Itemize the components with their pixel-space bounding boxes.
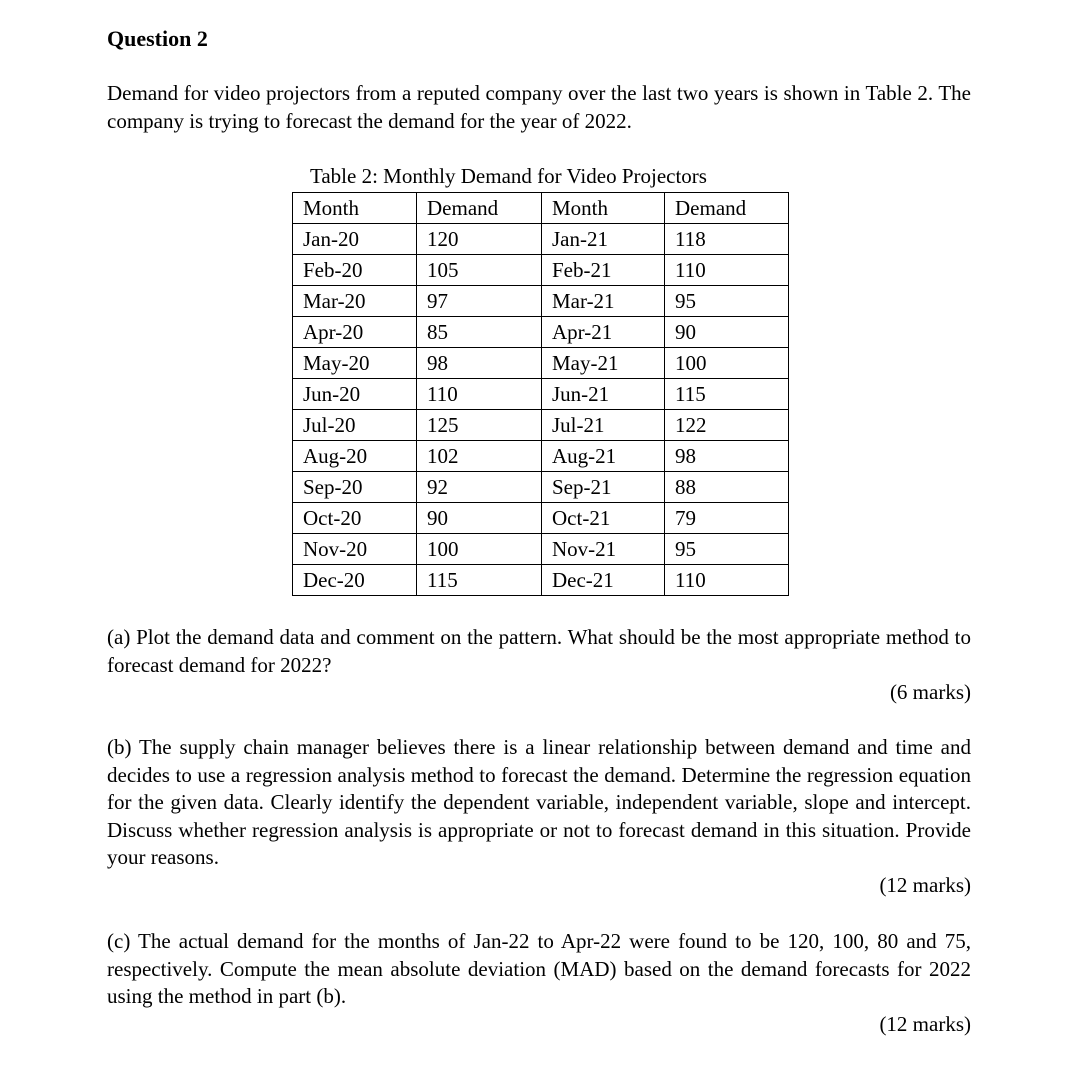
table-row: [293, 410, 789, 441]
demand-2021-cell: 90: [665, 317, 789, 348]
month-2021-cell: Jun-21: [542, 379, 665, 410]
demand-2020-cell: 85: [417, 317, 542, 348]
demand-2020-cell: 102: [417, 441, 542, 472]
question-b-text: (b) The supply chain manager believes there is a linear relationship between demand and time and decides to use a regression analysis method to forecast the demand. Determine the regression equation for the given data. Clearly identify the dependent variable, independent variable, slope and intercept. Discuss whether regression analysis is appropriate or not to forecast demand in this situation. Provide your reasons.: [107, 735, 971, 869]
month-2021-cell: Mar-21: [542, 286, 665, 317]
table-row: [293, 472, 789, 503]
demand-2020-cell: 98: [417, 348, 542, 379]
demand-2021-cell: 88: [665, 472, 789, 503]
table-row: [293, 255, 789, 286]
demand-2020-cell: 125: [417, 410, 542, 441]
month-2020-cell: Jul-20: [293, 410, 417, 441]
header-month-2021: Month: [542, 193, 665, 224]
header-month-2020: Month: [293, 193, 417, 224]
month-2020-cell: Aug-20: [293, 441, 417, 472]
demand-2021-cell: 79: [665, 503, 789, 534]
demand-2020-cell: 92: [417, 472, 542, 503]
month-2021-cell: Aug-21: [542, 441, 665, 472]
table-row: [293, 379, 789, 410]
demand-2021-cell: 98: [665, 441, 789, 472]
question-a-marks: (6 marks): [889, 680, 971, 704]
table-row: [293, 286, 789, 317]
table-body: [293, 224, 789, 596]
month-2021-cell: Jan-21: [542, 224, 665, 255]
month-2020-cell: Oct-20: [293, 503, 417, 534]
table-row: [293, 317, 789, 348]
month-2021-cell: Dec-21: [542, 565, 665, 596]
demand-2021-cell: 115: [665, 379, 789, 410]
demand-2020-cell: 120: [417, 224, 542, 255]
demand-2021-cell: 95: [665, 534, 789, 565]
demand-2020-cell: 90: [417, 503, 542, 534]
table-caption: Table 2: Monthly Demand for Video Projectors: [310, 164, 707, 188]
month-2021-cell: May-21: [542, 348, 665, 379]
month-2021-cell: Oct-21: [542, 503, 665, 534]
table-row: [293, 348, 789, 379]
month-2020-cell: Nov-20: [293, 534, 417, 565]
month-2020-cell: Jan-20: [293, 224, 417, 255]
month-2021-cell: Nov-21: [542, 534, 665, 565]
month-2020-cell: Apr-20: [293, 317, 417, 348]
table-row: [293, 534, 789, 565]
demand-2021-cell: 95: [665, 286, 789, 317]
month-2021-cell: Sep-21: [542, 472, 665, 503]
demand-2021-cell: 118: [665, 224, 789, 255]
demand-2021-cell: 110: [665, 255, 789, 286]
month-2020-cell: Dec-20: [293, 565, 417, 596]
table-row: [293, 441, 789, 472]
question-b-marks: (12 marks): [879, 873, 971, 897]
intro-paragraph: Demand for video projectors from a reputed company over the last two years is shown in Table 2. The company is trying to forecast the demand for the year of 2022.: [107, 81, 971, 133]
demand-table: [292, 192, 789, 596]
question-a-text: (a) Plot the demand data and comment on the pattern. What should be the most appropriate method to forecast demand for 2022?: [107, 625, 971, 677]
question-c-marks: (12 marks): [879, 1012, 971, 1036]
demand-2020-cell: 115: [417, 565, 542, 596]
demand-2021-cell: 100: [665, 348, 789, 379]
demand-2020-cell: 105: [417, 255, 542, 286]
question-heading: Question 2: [107, 26, 208, 51]
table-row: [293, 565, 789, 596]
header-demand-2021: Demand: [665, 193, 789, 224]
month-2021-cell: Jul-21: [542, 410, 665, 441]
table-row: [293, 503, 789, 534]
month-2020-cell: Mar-20: [293, 286, 417, 317]
month-2021-cell: Apr-21: [542, 317, 665, 348]
header-demand-2020: Demand: [417, 193, 542, 224]
demand-2021-cell: 122: [665, 410, 789, 441]
demand-2020-cell: 100: [417, 534, 542, 565]
month-2020-cell: May-20: [293, 348, 417, 379]
month-2020-cell: Jun-20: [293, 379, 417, 410]
table-header-row: [293, 193, 789, 224]
question-c-text: (c) The actual demand for the months of Jan-22 to Apr-22 were found to be 120, 100, 80 and 75, respectively. Compute the mean absolute deviation (MAD) based on the demand forecasts for 2022 using the method in part (b).: [107, 929, 971, 1008]
table-row: [293, 224, 789, 255]
demand-2020-cell: 110: [417, 379, 542, 410]
month-2020-cell: Sep-20: [293, 472, 417, 503]
month-2020-cell: Feb-20: [293, 255, 417, 286]
month-2021-cell: Feb-21: [542, 255, 665, 286]
demand-2020-cell: 97: [417, 286, 542, 317]
demand-2021-cell: 110: [665, 565, 789, 596]
